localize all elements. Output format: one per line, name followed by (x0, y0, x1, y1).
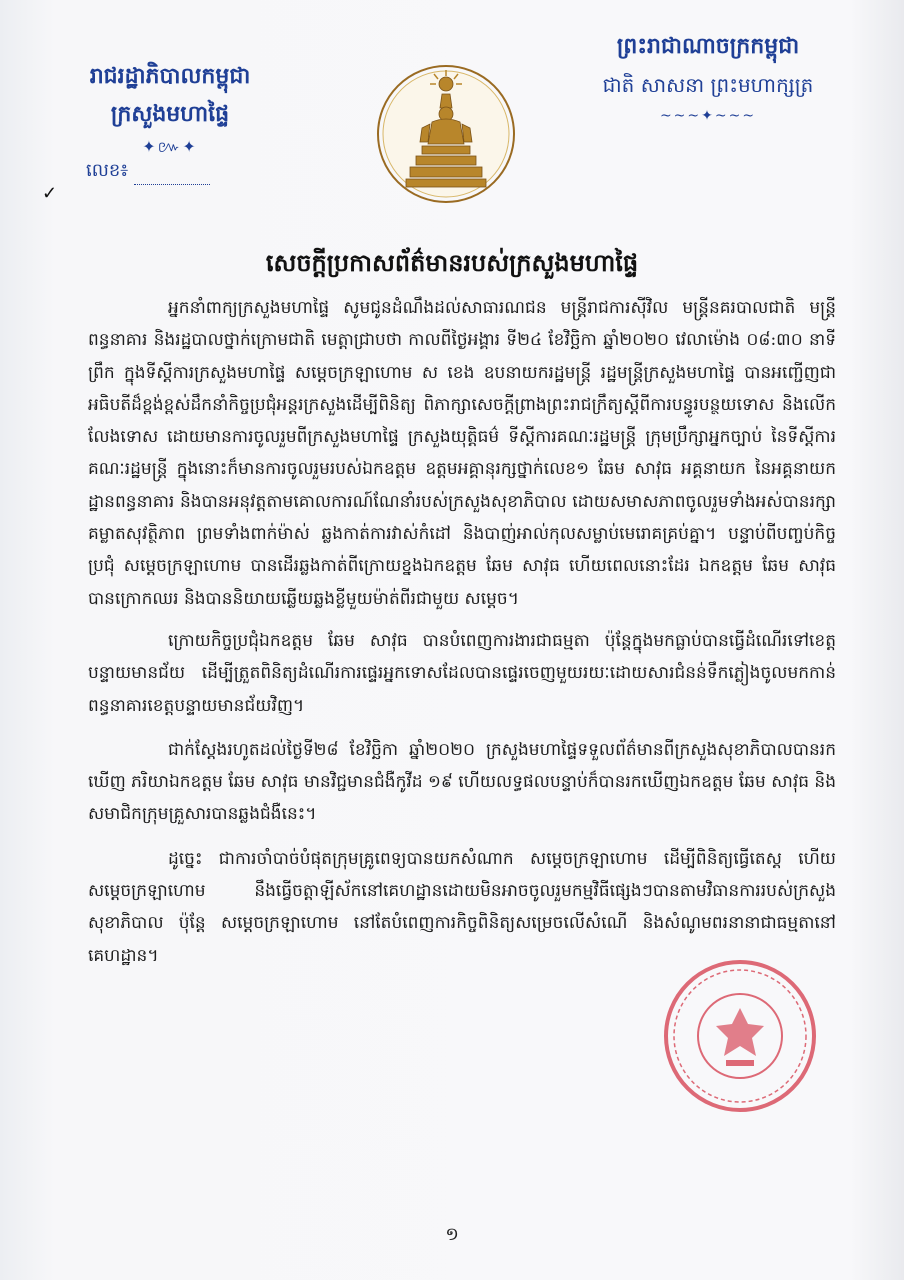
ministry-emblem-icon (376, 64, 516, 204)
kingdom-header (586, 32, 830, 124)
ornament-divider: ✦៚✦ (142, 137, 198, 156)
motto-ornament-divider: ~~~✦~~~ (659, 108, 757, 124)
paragraph-3: ជាក់ស្ដែងរហូតដល់ថ្ងៃទី២៨ ខែវិច្ឆិកា ឆ្នាំ២០២០ ក្រសួងមហាផ្ទៃទទួលព័ត៌មានពីក្រសួងសុខាភិបាលបានរកឃើញ ភរិយាឯកឧត្តម ឆែម សាវុធ មានវិជ្ជមានជំងឺកូវីដ ១៩ ហើយលទ្ធផលបន្ទាប់ក៏បានរកឃើញឯកឧត្តម ឆែម សាវុធ និងសមាជិកក្រុមគ្រួសារបានឆ្លងជំងឺនេះ។ (88, 739, 836, 825)
reference-number (42, 158, 226, 206)
official-seal-stamp-icon (660, 956, 820, 1116)
ministry-name: ក្រសួងមហាផ្ទៃ (110, 101, 230, 127)
paragraph-4: ដូច្នេះ ជាការចាំបាច់បំផុតក្រុមគ្រូពេទ្យបានយកសំណាក សម្ដេចក្រឡាហោម ដើម្បីពិនិត្យធ្វើតេស្ត ហើយ សម្ដេចក្រឡាហោម នឹងធ្វើចត្តាឡីស័កនៅគេហដ្ឋានដោយមិនអាចចូលរួមកម្មវិធីផ្សេងៗបានតាមវិធានការរបស់ក្រសួងសុខាភិបាល ប៉ុន្តែ សម្ដេចក្រឡាហោម នៅតែបំពេញការកិច្ចពិនិត្យសម្រេចលើសំណើ និងសំណូមពរនានាជាធម្មតានៅគេហដ្ឋាន។ (88, 848, 836, 966)
paragraph-2: ក្រោយកិច្ចប្រជុំឯកឧត្តម ឆែម សាវុធ បានបំពេញការងារជាធម្មតា ប៉ុន្តែក្នុងមកធ្លាប់បានធ្វើដំណើរទៅខេត្តបន្ទាយមានជ័យ ដើម្បីត្រួតពិនិត្យដំណើរការផ្ទេរអ្នកទោសដែលបានផ្ទេរចេញមួយរយៈដោយសារជំនន់ទឹកភ្លៀងចូលមកកាន់ពន្ធនាគារខេត្តបន្ទាយមានជ័យវិញ។ (88, 630, 836, 716)
kingdom-name: ព្រះរាជាណាចក្រកម្ពុជា (616, 33, 800, 59)
document-title: សេចក្ដីប្រកាសព័ត៌មានរបស់ក្រសួងមហាផ្ទៃ (265, 248, 639, 277)
check-mark-icon: ✓ (42, 183, 58, 204)
page-number: ១ (445, 1224, 459, 1245)
government-name: រាជរដ្ឋាភិបាលកម្ពុជា (89, 63, 251, 89)
paragraph-1: អ្នកនាំពាក្យក្រសួងមហាផ្ទៃ សូមជូនដំណឹងដល់សាធារណជន មន្ត្រីរាជការស៊ីវិល មន្ត្រីនគរបាលជាតិ មន្ត្រីពន្ធនាគារ និងរដ្ឋបាលថ្នាក់ក្រោមជាតិ មេត្តាជ្រាបថា កាលពីថ្ងៃអង្គារ ទី២៤ ខែវិច្ឆិកា ឆ្នាំ២០២០ វេលាម៉ោង ០៨:៣០ នាទីព្រឹក ក្នុងទីស្ដីការក្រសួងមហាផ្ទៃ សម្ដេចក្រឡាហោម ស ខេង ឧបនាយករដ្ឋមន្ត្រី រដ្ឋមន្ត្រីក្រសួងមហាផ្ទៃ បានអញ្ជើញជាអធិបតីដ៏ខ្ពង់ខ្ពស់ដឹកនាំកិច្ចប្រជុំអន្តរក្រសួងដើម្បីពិនិត្យ ពិភាក្សាសេចក្ដីព្រាងព្រះរាជក្រឹត្យស្ដីពីការបន្ធូរបន្ថយទោស និងលើកលែងទោស ដោយមានការចូលរួមពីក្រសួងមហាផ្ទៃ ក្រសួងយុត្តិធម៌ ទីស្ដីការគណៈរដ្ឋមន្ត្រី ក្រុមប្រឹក្សាអ្នកច្បាប់ នៃទីស្ដីការគណៈរដ្ឋមន្ត្រី ក្នុងនោះក៏មានការចូលរួមរបស់ឯកឧត្តម ឧត្តមអគ្គានុរក្សថ្នាក់លេខ១ ឆែម សាវុធ អគ្គនាយក នៃអគ្គនាយកដ្ឋានពន្ធនាគារ និងបានអនុវត្តតាមគោលការណ៍ណែនាំរបស់ក្រសួងសុខាភិបាល ដោយសមាសភាពចូលរួមទាំងអស់បានរក្សាគម្លាតសុវត្ថិភាព ព្រមទាំងពាក់ម៉ាស់ ឆ្លងកាត់ការវាស់កំដៅ និងបាញ់អាល់កុលសម្លាប់មេរោគគ្រប់គ្នា។ បន្ទាប់ពីបញ្ចប់កិច្ចប្រជុំ សម្ដេចក្រឡាហោម បានដើរឆ្លងកាត់ពីក្រោយខ្នងឯកឧត្តម ឆែម សាវុធ ហើយពេលនោះដែរ ឯកឧត្តម ឆែម សាវុធ បានក្រោកឈរ និងបាននិយាយឆ្លើយឆ្លងខ្លីមួយម៉ាត់ពីរជាមួយ សម្ដេច។ (88, 298, 836, 609)
document-body (88, 292, 836, 972)
reference-label: លេខ៖ (86, 160, 129, 181)
reference-dotted-line (134, 170, 210, 185)
ministry-header (60, 62, 280, 160)
national-motto: ជាតិ សាសនា ព្រះមហាក្សត្រ (602, 73, 814, 97)
